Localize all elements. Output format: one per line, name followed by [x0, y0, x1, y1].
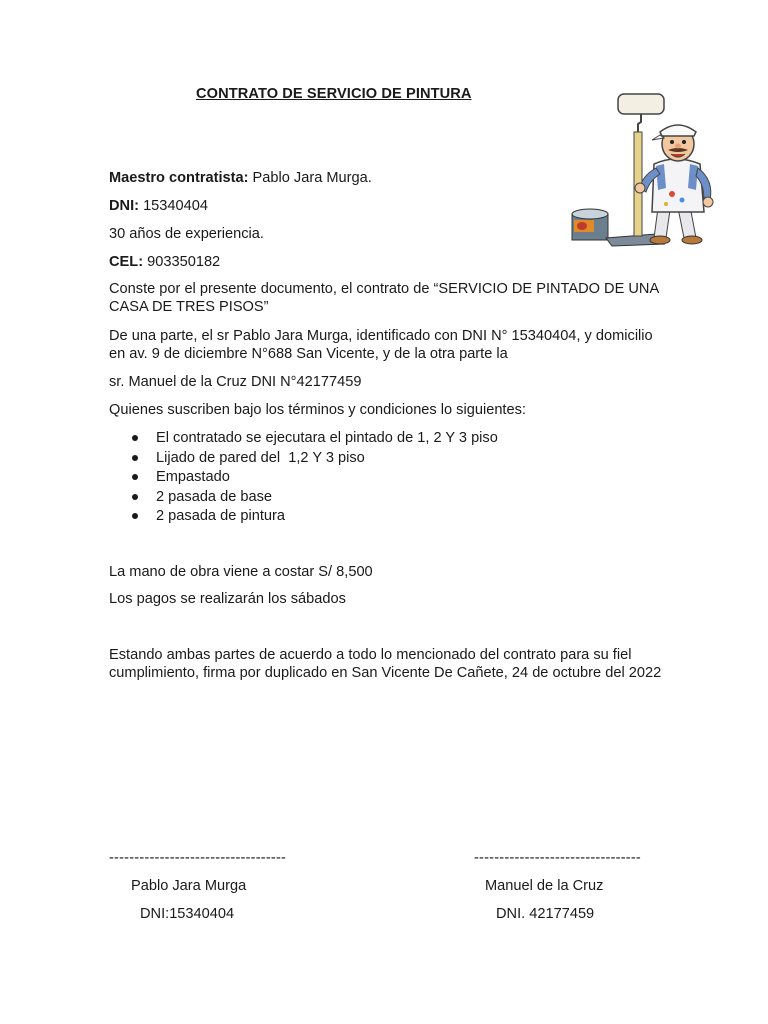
bullet-icon — [132, 513, 138, 519]
cel-label: CEL: — [109, 254, 144, 270]
list-item — [109, 507, 498, 527]
left-signature-line: ----------------------------------- — [109, 850, 287, 866]
paint-can-icon — [572, 209, 608, 240]
experience-text: 30 años de experiencia. — [109, 226, 264, 242]
cel-value: 903350182 — [147, 254, 221, 270]
cel-line — [109, 253, 220, 271]
payments-text: Los pagos se realizarán los sábados — [109, 591, 346, 607]
list-item — [109, 449, 498, 469]
contract-title: CONTRATO DE SERVICIO DE PINTURA — [196, 86, 472, 102]
bullet-icon — [132, 435, 138, 441]
right-signer-dni: DNI. 42177459 — [496, 906, 595, 922]
intro-paragraph: Conste por el presente documento, el contrato de “SERVICIO DE PINTADO DE UNA CASA DE TRES PISOS” — [109, 281, 659, 315]
contractor-line — [109, 169, 372, 187]
list-item — [109, 468, 498, 488]
parties-paragraph: De una parte, el sr Pablo Jara Murga, identificado con DNI N° 15340404, y domicilio en av. 9 de diciembre N°688 San Vicente, y de la otra parte la — [109, 328, 653, 362]
painter-icon — [568, 88, 720, 248]
terms-list — [109, 429, 498, 527]
other-party-text: sr. Manuel de la Cruz DNI N°42177459 — [109, 374, 362, 390]
term-text: Lijado de pared del 1,2 Y 3 piso — [156, 449, 365, 466]
left-signer-dni: DNI:15340404 — [140, 906, 235, 922]
term-text: 2 pasada de pintura — [156, 508, 286, 524]
term-text: 2 pasada de base — [156, 488, 273, 505]
dni-label: DNI: — [109, 198, 139, 214]
bullet-icon — [132, 474, 138, 480]
terms-intro: Quienes suscriben bajo los términos y condiciones lo siguientes: — [109, 402, 526, 418]
labor-cost-text: La mano de obra viene a costar S/ 8,500 — [109, 564, 373, 580]
list-item — [109, 488, 498, 508]
right-signer-name: Manuel de la Cruz — [485, 878, 604, 894]
dni-value: 15340404 — [143, 198, 208, 214]
right-signature-line: --------------------------------- — [474, 850, 641, 866]
bullet-icon — [132, 455, 138, 461]
term-text: Empastado — [156, 469, 230, 485]
bullet-icon — [132, 494, 138, 500]
left-signer-name: Pablo Jara Murga — [131, 878, 247, 894]
contractor-name: Pablo Jara Murga. — [252, 170, 372, 186]
contractor-label: Maestro contratista: — [109, 170, 249, 186]
closing-paragraph: Estando ambas partes de acuerdo a todo lo mencionado del contrato para su fiel cumplimiento, firma por duplicado en San Vicente De Cañete, 24 de octubre del 2022 — [109, 647, 662, 681]
dni-line — [109, 197, 208, 215]
term-text: El contratado se ejecutara el pintado de 1, 2 Y 3 piso — [156, 430, 498, 446]
list-item — [109, 429, 498, 449]
